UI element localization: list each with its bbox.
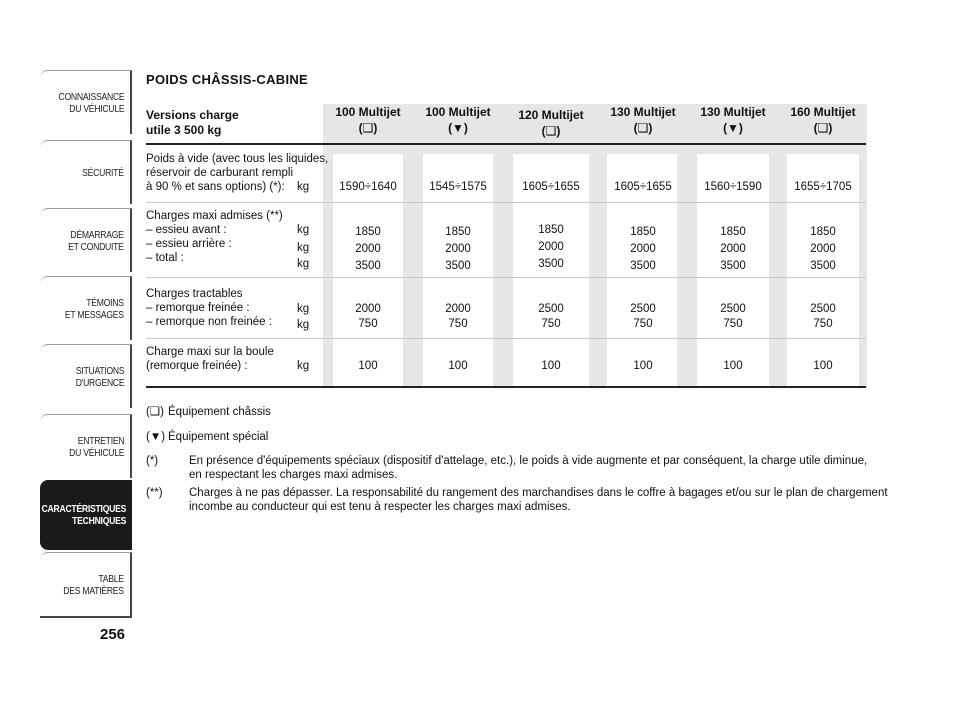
tab-label: DÉMARRAGE ET CONDUITE <box>68 228 124 253</box>
tab-label: CARACTÉRISTIQUES TECHNIQUES <box>41 503 126 527</box>
table-cell: 100 <box>813 360 833 372</box>
table-cell: 1605÷1655 <box>522 181 580 193</box>
table-cell: 2000 750 <box>355 303 381 330</box>
table-cell: 1850 2000 3500 <box>630 226 656 272</box>
unit-label: kg <box>297 360 310 372</box>
tab-demarrage-et-conduite[interactable] <box>40 208 132 272</box>
row-label-charges-maxi: Charges maxi admises (**) – essieu avant : – essieu arrière : – total : <box>146 210 283 264</box>
table-cell: 1545÷1575 <box>429 181 487 193</box>
tab-temoins-et-messages[interactable] <box>40 276 132 340</box>
table-cell: 2500 750 <box>810 303 836 330</box>
table-cell: 1560÷1590 <box>704 181 762 193</box>
tab-connaissance-du-vehicule[interactable] <box>40 70 132 134</box>
tab-label: SITUATIONS D'URGENCE <box>75 364 124 389</box>
unit-label: kg <box>297 181 310 193</box>
table-cell: 1850 2000 3500 <box>445 226 471 272</box>
column-header: 130 Multijet (❑) <box>610 105 676 135</box>
table-cell: 1850 2000 3500 <box>720 226 746 272</box>
row-divider <box>146 277 866 278</box>
unit-label: kg <box>297 303 310 315</box>
table-cell: 100 <box>448 360 468 372</box>
table-top-rule <box>146 143 866 145</box>
row-divider <box>146 338 866 339</box>
tab-table-des-matieres[interactable] <box>40 552 132 618</box>
unit-label: kg <box>297 319 310 331</box>
unit-label: kg <box>297 224 310 236</box>
row-label-charge-boule: Charge maxi sur la boule (remorque freinée) : <box>146 346 274 372</box>
table-cell: 1590÷1640 <box>339 181 397 193</box>
table-cell: 1605÷1655 <box>614 181 672 193</box>
column-header: 130 Multijet (▼) <box>700 105 766 135</box>
table-header-label: Versions charge utile 3 500 kg <box>146 108 239 137</box>
column-header: 100 Multijet (❑) <box>335 105 401 135</box>
row-label-poids-a-vide: Poids à vide (avec tous les liquides, réservoir de carburant rempli à 90 % et sans options) (*): <box>146 153 329 193</box>
table-bottom-rule <box>146 386 866 388</box>
table-cell: 2500 750 <box>630 303 656 330</box>
page-number: 256 <box>100 626 126 643</box>
tab-situations-d-urgence[interactable] <box>40 344 132 408</box>
tab-caracteristiques-techniques[interactable] <box>40 480 132 550</box>
table-cell: 1850 2000 3500 <box>538 224 564 270</box>
tab-label: SÉCURITÉ <box>82 166 124 179</box>
table-cell: 2000 750 <box>445 303 471 330</box>
table-cell: 100 <box>541 360 561 372</box>
table-cell: 2500 750 <box>720 303 746 330</box>
tab-entretien-du-vehicule[interactable] <box>40 414 132 478</box>
tab-label: TABLE DES MATIÈRES <box>63 572 124 597</box>
table-cell: 100 <box>358 360 378 372</box>
table-cell: 1655÷1705 <box>794 181 852 193</box>
tab-label: TÉMOINS ET MESSAGES <box>65 296 124 321</box>
page-title: POIDS CHÂSSIS-CABINE <box>146 72 309 87</box>
column-header: 160 Multijet (❑) <box>790 105 856 135</box>
table-cell: 100 <box>633 360 653 372</box>
tab-securite[interactable] <box>40 140 132 204</box>
unit-label: kg <box>297 242 310 254</box>
tab-label: ENTRETIEN DU VÉHICULE <box>68 434 124 459</box>
table-cell: 1850 2000 3500 <box>355 226 381 272</box>
table-cell: 2500 750 <box>538 303 564 330</box>
row-label-charges-tractables: Charges tractables – remorque freinée : – remorque non freinée : <box>146 288 272 328</box>
tab-label: CONNAISSANCE DU VÉHICULE <box>58 90 124 115</box>
table-cell: 100 <box>723 360 743 372</box>
column-header: 100 Multijet (▼) <box>425 105 491 135</box>
row-divider <box>146 202 866 203</box>
column-header: 120 Multijet (❑) <box>518 108 584 138</box>
unit-label: kg <box>297 258 310 270</box>
table-cell: 1850 2000 3500 <box>810 226 836 272</box>
